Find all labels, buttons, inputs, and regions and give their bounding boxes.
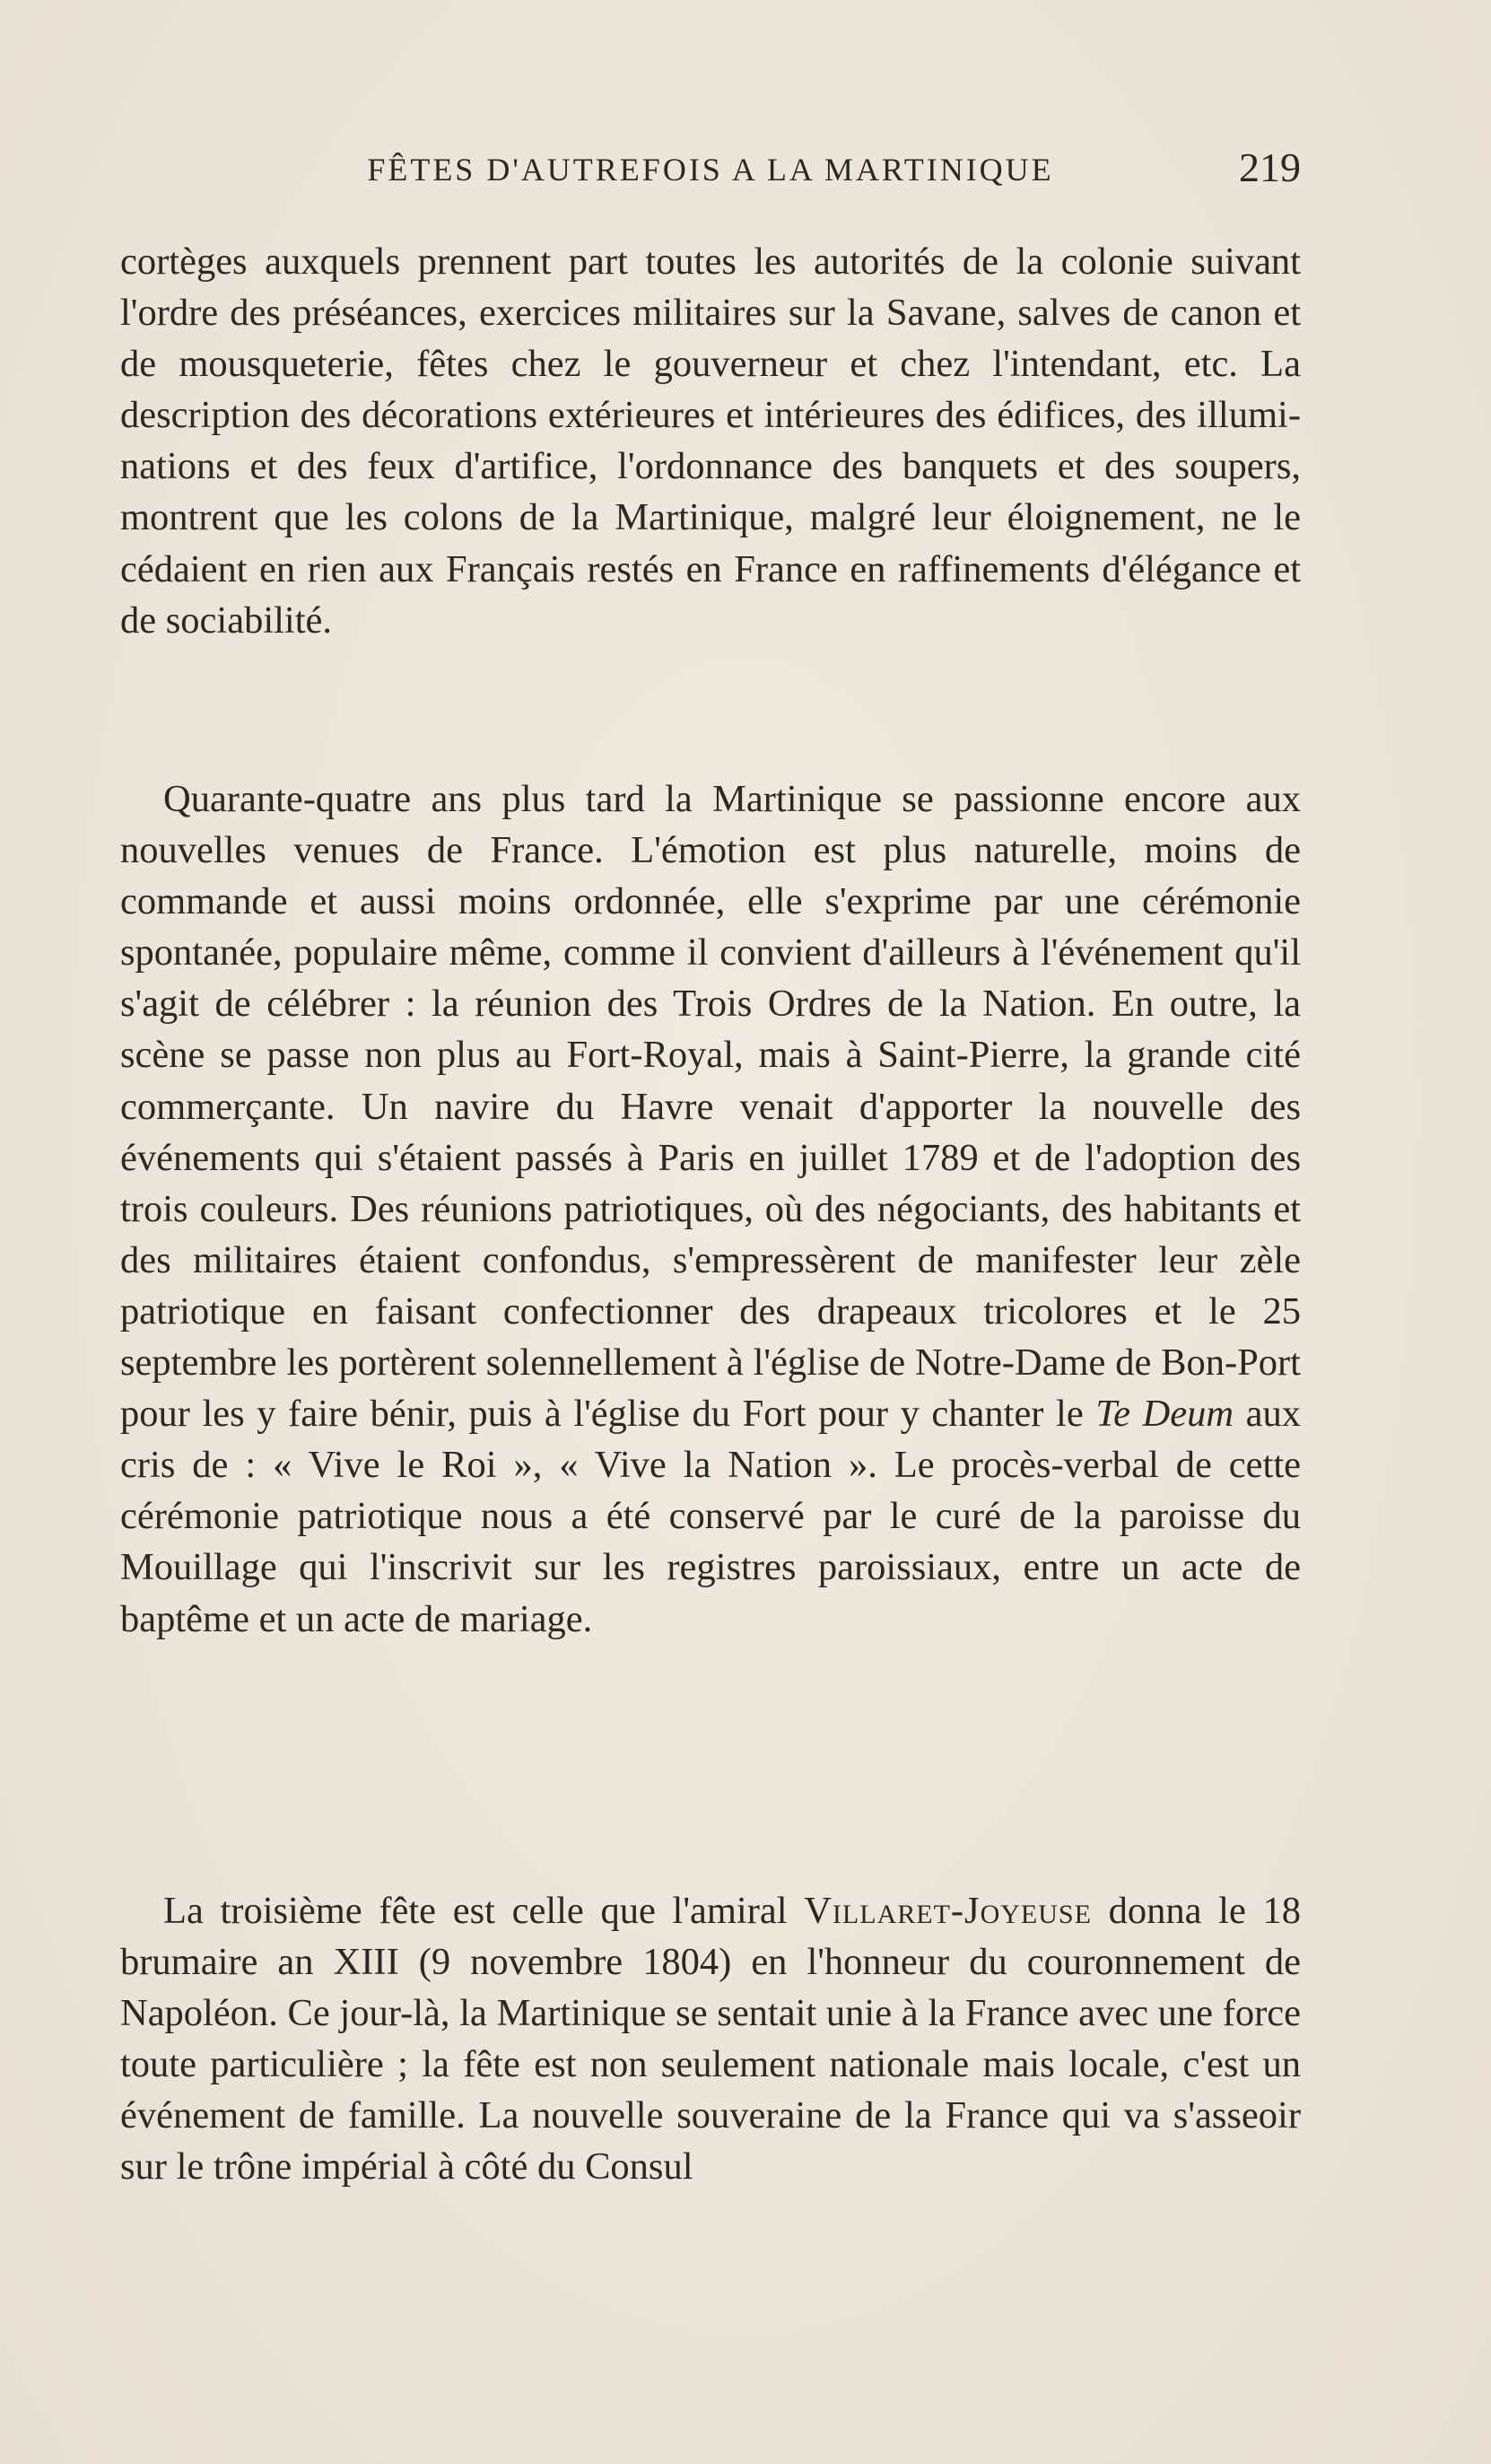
- page-number: 219: [1239, 144, 1301, 190]
- running-head: [120, 144, 1301, 194]
- paragraph-3-text: [120, 1885, 1301, 2193]
- admiral-name: Villaret-Joyeuse: [804, 1890, 1092, 1932]
- paragraph-2: [120, 773, 1301, 1645]
- paragraph-3-end: donna le 18 brumaire an XIII (9 novembre 1804) en l'honneur du couronnement de Napoléon. Ce jour-là, la Martinique se sentait unie à la France avec une force toute particulière ; la fête est non seulement nationale mais locale, c'est un événement de famille. La nouvelle souveraine de la France qui va s'asseoir sur le trône impérial à côté du Consul: [120, 1890, 1301, 2189]
- running-title: FÊTES D'AUTREFOIS A LA MARTINIQUE: [367, 152, 1054, 188]
- paragraph-2-main: Quarante-quatre ans plus tard la Martinique se passionne encore aux nouvelles venues de France. L'émotion est plus naturelle, moins de commande et aussi moins ordonnée, elle s'exprime par une cérémonie spontanée, populaire même, comme il convient d'ailleurs à l'événement qu'il s'agit de célébrer : la réunion des Trois Ordres de la Nation. En outre, la scène se passe non plus au Fort-Royal, mais à Saint-Pierre, la grande cité commerçante. Un navire du Havre venait d'apporter la nouvelle des événements qui s'étaient passés à Paris en juillet 1789 et de l'adoption des trois couleurs. Des réunions patriotiques, où des négociants, des habitants et des militaires étaient confondus, s'empressèrent de manifester leur zèle patriotique en faisant confectionner des drapeaux tricolores et le 25 septembre les portèrent solennellement à l'église de Notre-Dame de Bon-Port pour les y faire bénir, puis à l'église du Fort pour y chanter le: [120, 778, 1301, 1436]
- paragraph-3-start: La troisième fête est celle que l'amiral: [163, 1890, 805, 1932]
- paragraph-3: [120, 1885, 1301, 2193]
- paragraph-1-text: cortèges auxquels prennent part toutes les autorités de la colonie suivant l'ordre des préséances, exercices militaires sur la Savane, salves de canon et de mousqueterie, fêtes chez le gouverneur et chez l'intendant, etc. La description des décorations extérieures et intérieures des édifices, des illuminations et des feux d'artifice, l'ordonnance des banquets et des soupers, montrent que les colons de la Martinique, malgré leur éloignement, ne le cédaient en rien aux Français restés en France en raffinements d'élégance et de sociabilité.: [120, 240, 1301, 642]
- paragraph-2-end: aux cris de : « Vive le Roi », « Vive la Nation ». Le procès-verbal de cette cérémonie patriotique nous a été conservé par le curé de la paroisse du Mouillage qui l'inscrivit sur les registres paroissiaux, entre un acte de baptême et un acte de mariage.: [120, 1393, 1302, 1640]
- paragraph-2-text: [120, 773, 1301, 1645]
- paragraph-1: [120, 236, 1301, 646]
- te-deum-italic: Te Deum: [1095, 1393, 1234, 1436]
